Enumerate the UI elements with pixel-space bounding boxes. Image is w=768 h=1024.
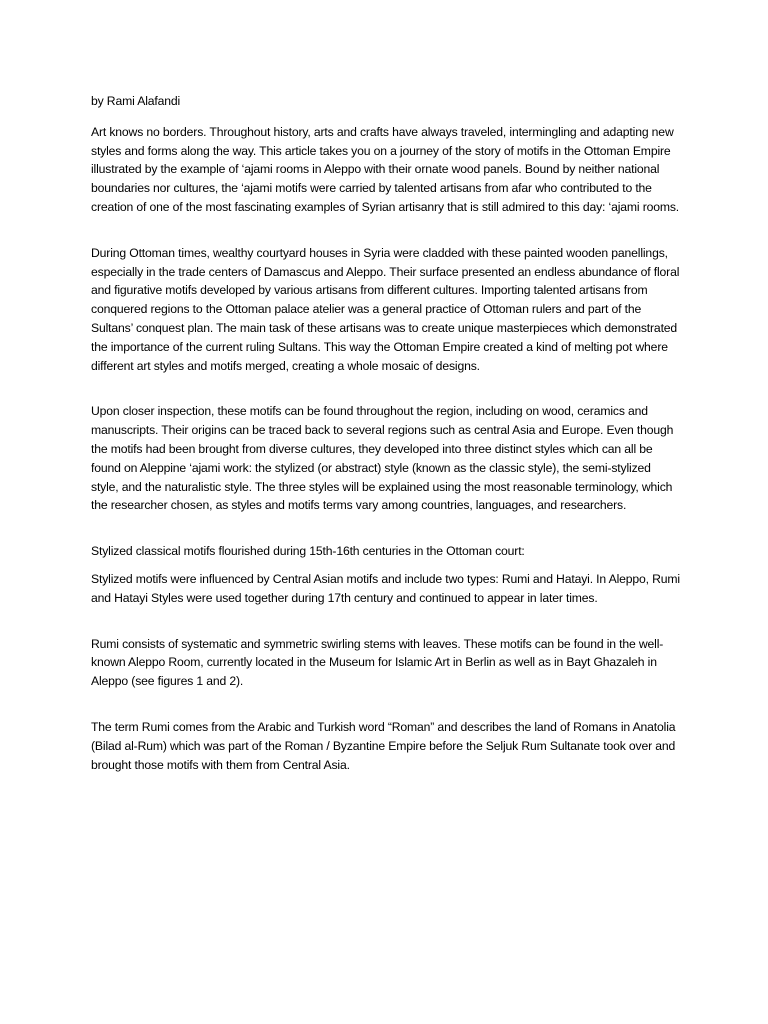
paragraph-intro: Art knows no borders. Throughout history, arts and crafts have always traveled, intermingling and adapting new styles and forms along the way. This article takes you on a journey of the story of motifs in the Ottoman Empire illustrated by the example of ‘ajami rooms in Aleppo with their ornate wood panels. Bound by neither national boundaries nor cultures, the ‘ajami motifs were carried by talented artisans from afar who contributed to the creation of one of the most fascinating examples of Syrian artisanry that is still admired to this day: ‘ajami rooms.: [91, 124, 680, 214]
paragraph-stylized-motifs: Stylized motifs were influenced by Central Asian motifs and include two types: Rumi and Hatayi. In Aleppo, Rumi and Hatayi Styles were used together during 17th century and continued to appear in later times.: [91, 571, 680, 605]
paragraph-rumi: Rumi consists of systematic and symmetric swirling stems with leaves. These motifs can be found in the well-known Aleppo Room, currently located in the Museum for Islamic Art in Berlin as well as in Bayt Ghazaleh in Aleppo (see figures 1 and 2).: [91, 636, 664, 689]
paragraph-rumi-term: The term Rumi comes from the Arabic and Turkish word “Roman” and describes the land of Romans in Anatolia (Bilad al-Rum) which was part of the Roman / Byzantine Empire before the Seljuk Rum Sultanate took over and brought those motifs with them from Central Asia.: [91, 719, 676, 772]
paragraph-ottoman-times: During Ottoman times, wealthy courtyard houses in Syria were cladded with these painted wooden panellings, especially in the trade centers of Damascus and Aleppo. Their surface presented an endless abundance of floral and figurative motifs developed by various artisans from different cultures. Importing talented artisans from conquered regions to the Ottoman palace atelier was a general practice of Ottoman rulers and part of the Sultans’ conquest plan. The main task of these artisans was to create unique masterpieces which demonstrated the importance of the current ruling Sultans. This way the Ottoman Empire created a kind of melting pot where different art styles and motifs merged, creating a whole mosaic of designs.: [91, 245, 680, 373]
author-line: by Rami Alafandi: [91, 94, 181, 108]
subheading-stylized-classical: Stylized classical motifs flourished during 15th-16th centuries in the Ottoman court:: [91, 544, 525, 559]
document-body: [91, 92, 681, 774]
paragraph-closer-inspection: Upon closer inspection, these motifs can be found throughout the region, including on wood, ceramics and manuscripts. Their origins can be traced back to several regions such as central Asia and Europe. Even though the motifs had been brought from diverse cultures, they developed into three distinct styles which can all be found on Aleppine ‘ajami work: the stylized (or abstract) style (known as the classic style), the semi-stylized style, and the naturalistic style. The three styles will be explained using the most reasonable terminology, which the researcher chosen, as styles and motifs terms vary among countries, languages, and researchers.: [91, 404, 674, 513]
